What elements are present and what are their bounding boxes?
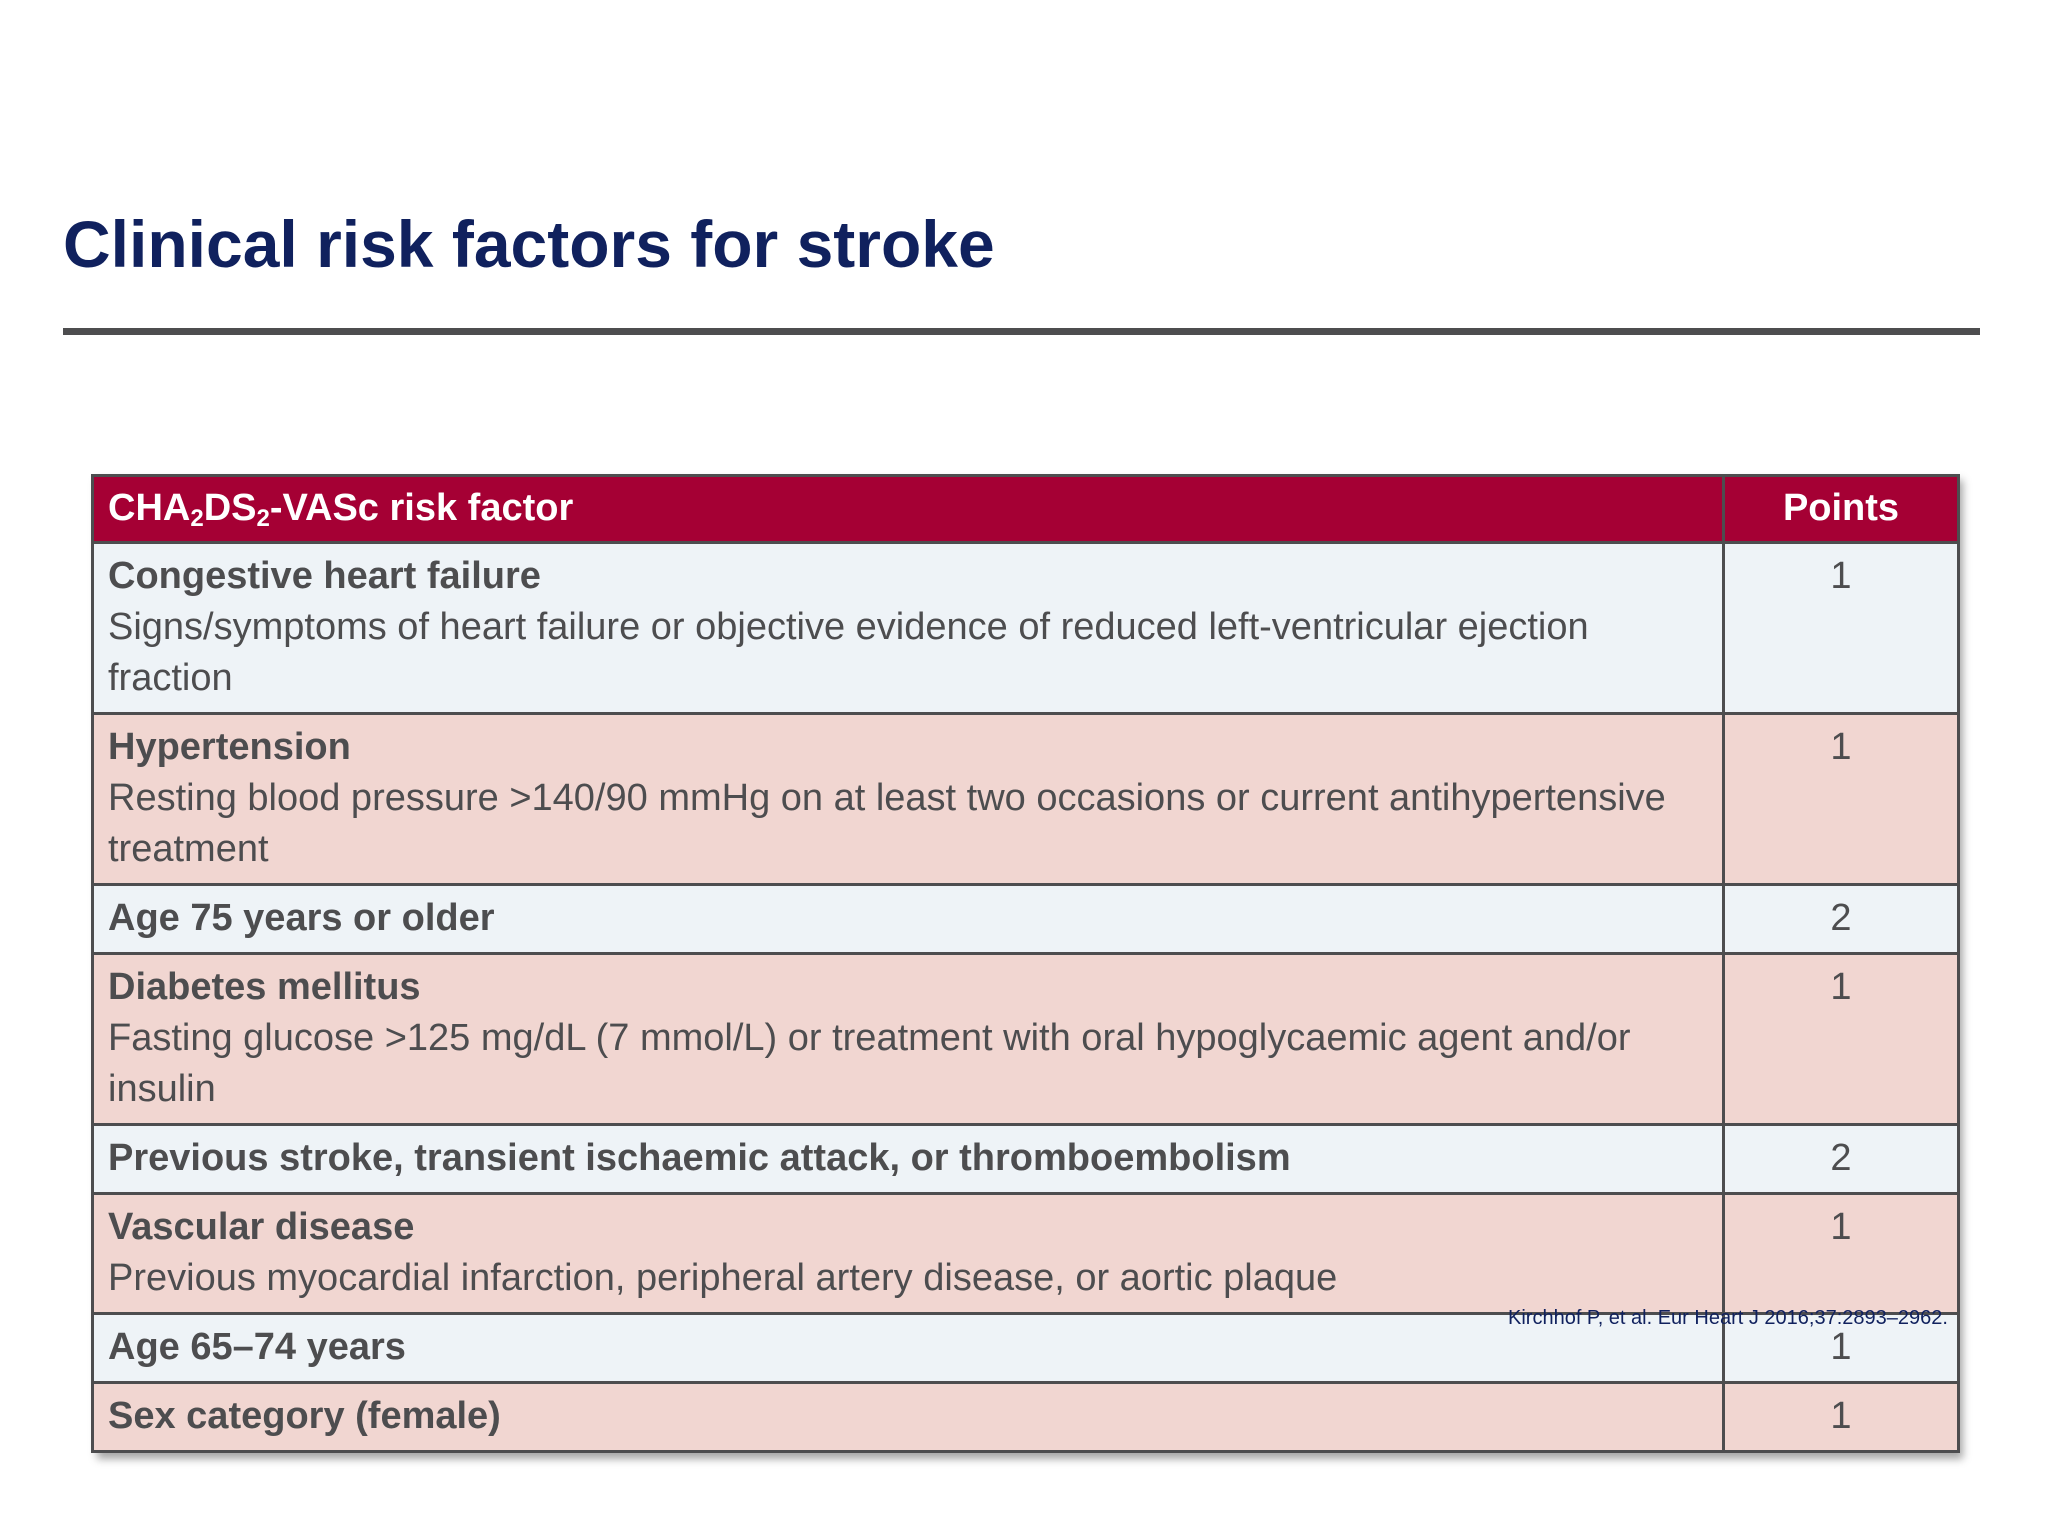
risk-factor-cell (93, 1314, 1724, 1383)
points-cell: 2 (1724, 885, 1959, 954)
risk-factor-cell (93, 714, 1724, 885)
points-cell: 1 (1724, 954, 1959, 1125)
table-row (93, 1383, 1959, 1452)
table-row (93, 954, 1959, 1125)
header-risk-factor (93, 476, 1724, 543)
table-row (93, 714, 1959, 885)
risk-factor-description: Resting blood pressure >140/90 mmHg on at least two occasions or current antihypertensive treatment (108, 777, 1666, 870)
risk-factor-cell (93, 1194, 1724, 1314)
risk-factor-description: Previous myocardial infarction, peripheral artery disease, or aortic plaque (108, 1257, 1338, 1299)
table-row (93, 543, 1959, 714)
points-cell: 1 (1724, 1314, 1959, 1383)
header-factor-sub2: 2 (256, 505, 270, 532)
table-row (93, 1125, 1959, 1194)
risk-factor-cell (93, 1125, 1724, 1194)
risk-factor-name: Sex category (female) (108, 1395, 501, 1437)
header-points: Points (1724, 476, 1959, 543)
risk-factor-cell (93, 1383, 1724, 1452)
risk-factor-cell (93, 954, 1724, 1125)
points-cell: 1 (1724, 543, 1959, 714)
points-cell: 1 (1724, 1383, 1959, 1452)
header-factor-prefix: CHA (108, 487, 191, 529)
risk-factor-name: Age 65–74 years (108, 1326, 406, 1368)
table-row (93, 1194, 1959, 1314)
risk-factor-cell (93, 543, 1724, 714)
risk-factor-name: Vascular disease (108, 1206, 415, 1248)
risk-factor-name: Congestive heart failure (108, 555, 541, 597)
risk-factor-name: Age 75 years or older (108, 897, 495, 939)
table-header-row (93, 476, 1959, 543)
header-factor-mid: DS (203, 487, 257, 529)
slide-title: Clinical risk factors for stroke (63, 207, 995, 281)
risk-factor-name: Diabetes mellitus (108, 966, 421, 1008)
title-divider (63, 328, 1980, 335)
header-factor-suffix: -VASc risk factor (269, 487, 574, 529)
risk-factor-description: Signs/symptoms of heart failure or objective evidence of reduced left-ventricular ejection fraction (108, 606, 1589, 699)
risk-factor-name: Previous stroke, transient ischaemic attack, or thromboembolism (108, 1137, 1291, 1179)
risk-factor-name: Hypertension (108, 726, 351, 768)
points-cell: 1 (1724, 714, 1959, 885)
risk-factor-description: Fasting glucose >125 mg/dL (7 mmol/L) or treatment with oral hypoglycaemic agent and/or insulin (108, 1017, 1631, 1110)
risk-factor-cell (93, 885, 1724, 954)
points-cell: 2 (1724, 1125, 1959, 1194)
points-cell: 1 (1724, 1194, 1959, 1314)
citation: Kirchhof P, et al. Eur Heart J 2016;37:2893–2962. (1508, 1307, 1948, 1329)
table-row (93, 885, 1959, 954)
header-factor-sub1: 2 (190, 505, 204, 532)
